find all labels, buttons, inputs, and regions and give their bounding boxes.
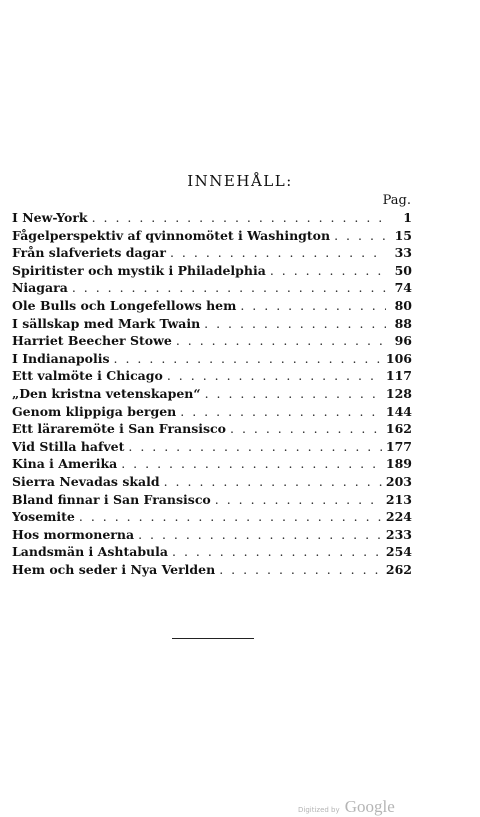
toc-entry xyxy=(12,316,412,334)
toc-entry-page: 189 xyxy=(385,456,412,472)
dot-leader xyxy=(92,210,386,225)
dot-leader xyxy=(121,456,382,471)
toc-entry-title: I Indianapolis xyxy=(12,350,110,366)
dot-leader xyxy=(138,527,382,542)
toc-entry xyxy=(12,492,412,510)
dot-leader xyxy=(167,368,382,383)
toc-entry-page: 50 xyxy=(394,262,412,278)
toc-entry xyxy=(12,562,412,580)
toc-entry xyxy=(12,351,412,369)
toc-entry-page: 88 xyxy=(394,315,412,331)
toc-entry-title: Kina i Amerika xyxy=(12,456,118,472)
toc-entry-title: Ett valmöte i Chicago xyxy=(12,368,163,384)
dot-leader xyxy=(79,509,382,524)
toc-entry-title: Fågelperspektiv af qvinnomötet i Washington xyxy=(12,227,331,243)
toc-entry xyxy=(12,298,412,316)
toc-entry xyxy=(12,228,412,246)
toc-entry-title: Landsmän i Ashtabula xyxy=(12,544,168,560)
toc-entry xyxy=(12,245,412,263)
toc-entry-title: Hos mormonerna xyxy=(12,526,135,542)
toc-entry-title: Niagara xyxy=(12,280,68,296)
toc-entry-title: I sällskap med Mark Twain xyxy=(12,315,201,331)
dot-leader xyxy=(72,280,386,295)
toc-entry xyxy=(12,280,412,298)
toc-entry-page: 177 xyxy=(385,438,412,454)
toc-entry-title: Ett läraremöte i San Fransisco xyxy=(12,421,227,437)
toc-entry xyxy=(12,263,412,281)
toc-entry xyxy=(12,509,412,527)
toc-entry xyxy=(12,386,412,404)
toc-entry-page: 162 xyxy=(385,421,412,437)
toc-entry xyxy=(12,421,412,439)
toc-entry xyxy=(12,456,412,474)
dot-leader xyxy=(180,404,382,419)
toc-entry xyxy=(12,210,412,228)
toc-entry-title: Vid Stilla hafvet xyxy=(12,438,125,454)
toc-entry xyxy=(12,527,412,545)
toc-entry xyxy=(12,368,412,386)
toc-entry-page: 128 xyxy=(385,385,412,401)
dot-leader xyxy=(230,421,382,436)
toc-entry-page: 15 xyxy=(394,227,412,243)
toc-entry xyxy=(12,333,412,351)
toc-entry-page: 33 xyxy=(394,245,412,261)
toc-entry-page: 80 xyxy=(394,297,412,313)
dot-leader xyxy=(270,263,386,278)
toc-entry-title: Bland finnar i San Fransisco xyxy=(12,491,211,507)
watermark-brand: Google xyxy=(344,797,395,816)
dot-leader xyxy=(170,245,386,260)
dot-leader xyxy=(205,386,382,401)
dot-leader xyxy=(128,439,382,454)
toc-entry xyxy=(12,474,412,492)
toc-entry-title: Sierra Nevadas skald xyxy=(12,473,160,489)
table-of-contents xyxy=(12,210,412,579)
dot-leader xyxy=(164,474,382,489)
watermark-prefix: Digitized by xyxy=(298,806,340,814)
toc-entry-page: 74 xyxy=(394,280,412,296)
dot-leader xyxy=(114,351,382,366)
toc-entry-page: 96 xyxy=(394,333,412,349)
digitized-watermark xyxy=(298,797,395,817)
toc-entry-page: 224 xyxy=(385,509,412,525)
divider-rule xyxy=(172,638,254,639)
toc-entry-title: Harriet Beecher Stowe xyxy=(12,333,172,349)
toc-entry xyxy=(12,439,412,457)
dot-leader xyxy=(172,544,382,559)
toc-entry-title: Ole Bulls och Longefellows hem xyxy=(12,297,237,313)
toc-entry xyxy=(12,404,412,422)
toc-entry-page: 1 xyxy=(403,210,412,225)
toc-entry-title: Från slafveriets dagar xyxy=(12,245,166,261)
dot-leader xyxy=(219,562,382,577)
dot-leader xyxy=(240,298,386,313)
page-column-header: Pag. xyxy=(382,193,411,208)
toc-entry-title: Hem och seder i Nya Verlden xyxy=(12,561,216,577)
toc-entry-title: Yosemite xyxy=(12,509,75,525)
toc-entry-page: 144 xyxy=(385,403,412,419)
dot-leader xyxy=(176,333,386,348)
toc-entry-page: 117 xyxy=(385,368,412,384)
toc-entry-page: 233 xyxy=(385,526,412,542)
dot-leader xyxy=(334,228,386,243)
toc-entry-page: 254 xyxy=(385,544,412,560)
toc-entry-title: Genom klippiga bergen xyxy=(12,403,177,419)
toc-entry xyxy=(12,544,412,562)
toc-entry-page: 262 xyxy=(385,561,412,577)
toc-entry-page: 106 xyxy=(385,350,412,366)
toc-entry-title: I New-York xyxy=(12,210,88,225)
dot-leader xyxy=(204,316,386,331)
toc-entry-page: 213 xyxy=(385,491,412,507)
dot-leader xyxy=(215,492,382,507)
toc-entry-page: 203 xyxy=(385,473,412,489)
toc-entry-title: „Den kristna vetenskapen“ xyxy=(12,385,201,401)
toc-title: INNEHÅLL: xyxy=(187,172,293,190)
toc-entry-title: Spiritister och mystik i Philadelphia xyxy=(12,262,266,278)
